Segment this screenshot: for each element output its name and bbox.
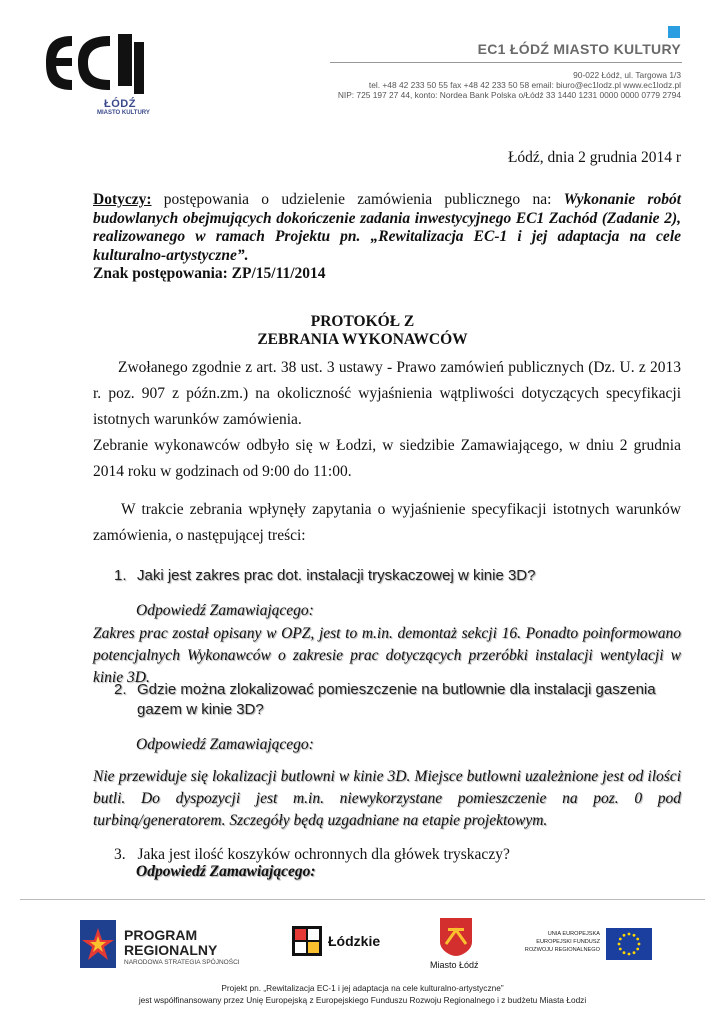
eu-line2: EUROPEJSKI FUNDUSZ <box>536 939 600 945</box>
reference-number: Znak postępowania: ZP/15/11/2014 <box>93 265 326 282</box>
ec1-logo <box>42 28 162 120</box>
miasto-label: Miasto Łódź <box>430 960 479 970</box>
program-line3: NARODOWA STRATEGIA SPÓJNOŚCI <box>124 959 240 966</box>
date-line: Łódź, dnia 2 grudnia 2014 r <box>507 149 681 166</box>
question-number: 2. <box>114 681 127 698</box>
answer-3-label: Odpowiedź Zamawiającego: <box>136 863 316 880</box>
eu-line1: UNIA EUROPEJSKA <box>547 931 600 937</box>
paragraph-intro: Zwołanego zgodnie z art. 38 ust. 3 ustawy - Prawo zamówień publicznych (Dz. U. z 2013 r. poz. 907 z późn.zm.) na okoliczność wyjaśnienia wątpliwości dotyczących specyfikacji istotnych warunków zamówienia. <box>93 359 681 428</box>
answer-1: Zakres prac został opisany w OPZ, jest to m.in. demontaż sekcji 16. Ponadto poinformowano potencjalnych Wykonawców o zakresie prac dotyczących przeróbki instalacji wentylacji w kinie 3D. <box>93 625 681 686</box>
address: 90-022 Łódź, ul. Targowa 1/3 <box>573 70 681 80</box>
eu-logo <box>506 928 656 962</box>
eu-line3: ROZWOJU REGIONALNEGO <box>524 947 600 953</box>
question-1 <box>114 566 677 586</box>
question-3 <box>114 846 510 865</box>
logo-city: ŁÓDŹ <box>104 98 136 110</box>
paragraph-meeting: Zebranie wykonawców odbyło się w Łodzi, w siedzibie Zamawiającego, w dniu 2 grudnia 2014 roku w godzinach od 9:00 do 11:00. <box>93 437 681 480</box>
question-number: 1. <box>114 567 127 584</box>
brand-square <box>668 26 680 38</box>
question-text: Jaki jest zakres prac dot. instalacji tryskaczowej w kinie 3D? <box>137 567 536 584</box>
answer-1-label: Odpowiedź Zamawiającego: <box>136 602 314 619</box>
lodzkie-logo <box>292 926 392 962</box>
subject-label: Dotyczy: <box>93 191 152 208</box>
header-divider <box>330 62 682 63</box>
bank-info: NIP: 725 197 27 44, konto: Nordea Bank Polska o/Łódź 33 1440 1231 0000 0000 0779 2794 <box>337 90 681 100</box>
lodzkie-label: Łódzkie <box>328 933 381 949</box>
nss-star-icon <box>80 920 116 968</box>
org-name: EC1 ŁÓDŹ MIASTO KULTURY <box>477 41 681 57</box>
program-line2: REGIONALNY <box>124 942 218 958</box>
subject-block <box>93 191 681 284</box>
question-text: Gdzie można zlokalizować pomieszczenie na butlownie dla instalacji gaszenia gazem w kinie 3D? <box>137 681 656 718</box>
footer-note-line1: Projekt pn. „Rewitalizacja EC-1 i jej adaptacja na cele kulturalno-artystyczne” <box>221 983 504 993</box>
eu-flag-icon <box>606 928 652 960</box>
contact-info: tel. +48 42 233 50 55 fax +48 42 233 50 58 email: biuro@ec1lodz.pl www.ec1lodz.pl <box>368 80 681 90</box>
subject-title: Wykonanie robót budowlanych obejmujących dokończenie zadania inwestycyjnego EC1 Zachód (Zadanie 2), realizowanego w ramach Projektu pn. „Rewitalizacja EC-1 i jej adaptacja na cele kulturalno-artystyczne”. <box>93 191 681 264</box>
miasto-lodz-logo <box>426 918 486 974</box>
program-line1: PROGRAM <box>124 927 198 943</box>
question-text: Jaka jest ilość koszyków ochronnych dla główek tryskaczy? <box>137 846 510 863</box>
logo-subtitle: MIASTO KULTURY <box>97 110 150 116</box>
ec1-logo-mark <box>42 28 152 98</box>
doc-title-line1: PROTOKÓŁ Z <box>310 313 415 330</box>
doc-title-line2: ZEBRANIA WYKONAWCÓW <box>257 331 468 348</box>
answer-2-label: Odpowiedź Zamawiającego: <box>136 736 314 753</box>
lodz-coat-of-arms-icon <box>440 918 472 956</box>
question-2 <box>114 680 677 720</box>
question-number: 3. <box>114 846 126 863</box>
lodzkie-emblem-icon <box>292 926 322 956</box>
program-regionalny-logo <box>80 918 250 970</box>
subject-intro: postępowania o udzielenie zamówienia publicznego na: <box>151 191 564 208</box>
answer-2: Nie przewiduje się lokalizacji butlowni w kinie 3D. Miejsce butlowni uzależnione jest od ilości butli. Do dyspozycji jest m.in. niewykorzystane pomieszczenie na poz. 0 pod turbiną/generatorem. Szczegóły będą uzgadniane na etapie projektowym. <box>93 768 681 829</box>
paragraph-questions: W trakcie zebrania wpłynęły zapytania o wyjaśnienie specyfikacji istotnych warunków zamówienia, o następującej treści: <box>93 501 681 544</box>
footer-note-line2: jest współfinansowany przez Unię Europejską z Europejskiego Funduszu Rozwoju Regionalnego i z budżetu Miasta Łodzi <box>138 995 587 1005</box>
footer-divider <box>20 899 705 900</box>
